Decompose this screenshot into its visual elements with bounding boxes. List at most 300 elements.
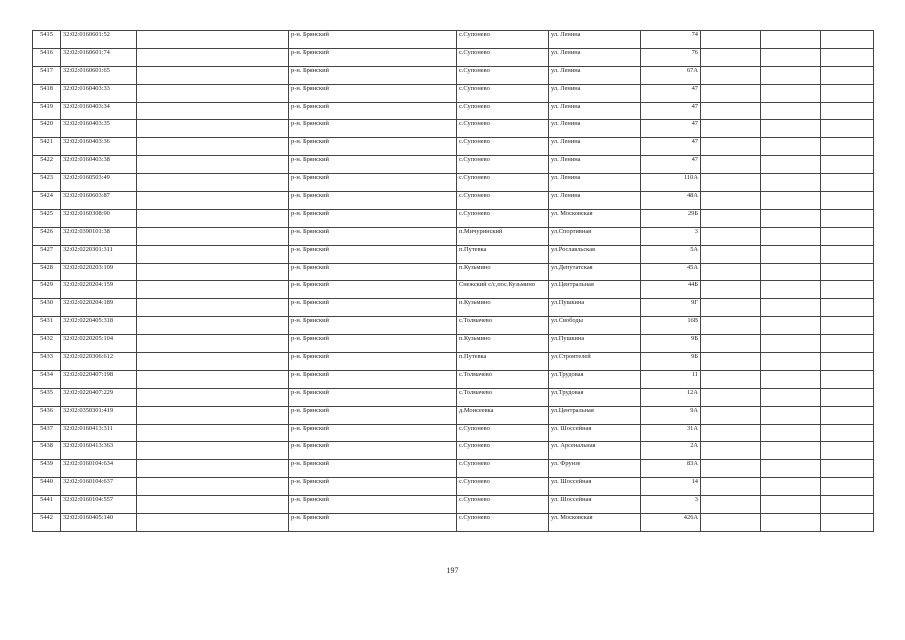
empty-cell <box>701 281 761 299</box>
district-cell: р-н. Брянский <box>289 353 457 371</box>
empty-cell <box>761 496 821 514</box>
street-cell: ул. Фрунзе <box>549 460 641 478</box>
cadastral-number-cell: 32:02:0220407:198 <box>61 370 137 388</box>
empty-cell <box>701 496 761 514</box>
empty-cell <box>821 299 874 317</box>
empty-cell <box>821 514 874 532</box>
settlement-cell: с.Супонево <box>457 496 549 514</box>
cadastral-number-cell: 32:02:0160601:74 <box>61 48 137 66</box>
settlement-cell: д.Моисеевка <box>457 406 549 424</box>
cadastral-number-cell: 32:02:0160403:34 <box>61 102 137 120</box>
house-number-cell: 47 <box>641 156 701 174</box>
district-cell: р-н. Брянский <box>289 84 457 102</box>
settlement-cell: п.Кузьмино <box>457 335 549 353</box>
table-row <box>33 174 874 192</box>
table-row <box>33 424 874 442</box>
empty-cell <box>761 370 821 388</box>
cadastral-number-cell: 32:02:0220301:311 <box>61 245 137 263</box>
house-number-cell: 48А <box>641 192 701 210</box>
house-number-cell: 14 <box>641 478 701 496</box>
district-cell: р-н. Брянский <box>289 192 457 210</box>
house-number-cell: 11 <box>641 370 701 388</box>
empty-cell <box>761 192 821 210</box>
table-row <box>33 478 874 496</box>
empty-cell <box>821 84 874 102</box>
house-number-cell: 9Б <box>641 335 701 353</box>
empty-cell <box>137 317 289 335</box>
empty-cell <box>821 263 874 281</box>
settlement-cell: п.Мичуринский <box>457 227 549 245</box>
settlement-cell: с.Супонево <box>457 84 549 102</box>
empty-cell <box>701 227 761 245</box>
cadastral-number-cell: 32:02:0160601:65 <box>61 66 137 84</box>
district-cell: р-н. Брянский <box>289 102 457 120</box>
empty-cell <box>761 48 821 66</box>
table-row <box>33 263 874 281</box>
settlement-cell: с.Супонево <box>457 460 549 478</box>
house-number-cell: 74 <box>641 31 701 49</box>
cadastral-number-cell: 32:02:0350301:419 <box>61 406 137 424</box>
street-cell: ул.Депутатская <box>549 263 641 281</box>
row-number-cell: 5425 <box>33 209 61 227</box>
empty-cell <box>821 66 874 84</box>
empty-cell <box>137 192 289 210</box>
house-number-cell: 67А <box>641 66 701 84</box>
cadastral-number-cell: 32:02:0220405:318 <box>61 317 137 335</box>
district-cell: р-н. Брянский <box>289 424 457 442</box>
table-row <box>33 209 874 227</box>
settlement-cell: с.Супонево <box>457 66 549 84</box>
empty-cell <box>701 245 761 263</box>
street-cell: ул. Арсенальная <box>549 442 641 460</box>
house-number-cell: 47 <box>641 84 701 102</box>
street-cell: ул. Шоссейная <box>549 478 641 496</box>
house-number-cell: 426А <box>641 514 701 532</box>
empty-cell <box>761 120 821 138</box>
empty-cell <box>701 138 761 156</box>
district-cell: р-н. Брянский <box>289 299 457 317</box>
empty-cell <box>137 299 289 317</box>
empty-cell <box>821 496 874 514</box>
cadastral-number-cell: 32:02:0160413:363 <box>61 442 137 460</box>
house-number-cell: 110А <box>641 174 701 192</box>
table-row <box>33 370 874 388</box>
table-row <box>33 192 874 210</box>
district-cell: р-н. Брянский <box>289 406 457 424</box>
settlement-cell: с.Супонево <box>457 31 549 49</box>
settlement-cell: с.Супонево <box>457 442 549 460</box>
street-cell: ул.Строителей <box>549 353 641 371</box>
settlement-cell: с.Толмачево <box>457 370 549 388</box>
table-row <box>33 48 874 66</box>
settlement-cell: с.Супонево <box>457 424 549 442</box>
empty-cell <box>761 138 821 156</box>
empty-cell <box>137 174 289 192</box>
empty-cell <box>821 442 874 460</box>
district-cell: р-н. Брянский <box>289 335 457 353</box>
district-cell: р-н. Брянский <box>289 156 457 174</box>
settlement-cell: п.Путевка <box>457 353 549 371</box>
table-row <box>33 138 874 156</box>
row-number-cell: 5437 <box>33 424 61 442</box>
street-cell: ул. Шоссейная <box>549 424 641 442</box>
row-number-cell: 5420 <box>33 120 61 138</box>
empty-cell <box>821 174 874 192</box>
empty-cell <box>137 460 289 478</box>
district-cell: р-н. Брянский <box>289 31 457 49</box>
table-row <box>33 66 874 84</box>
empty-cell <box>761 353 821 371</box>
empty-cell <box>761 209 821 227</box>
empty-cell <box>821 478 874 496</box>
row-number-cell: 5415 <box>33 31 61 49</box>
settlement-cell: с.Супонево <box>457 156 549 174</box>
table-row <box>33 84 874 102</box>
district-cell: р-н. Брянский <box>289 245 457 263</box>
empty-cell <box>761 245 821 263</box>
empty-cell <box>137 263 289 281</box>
empty-cell <box>137 66 289 84</box>
settlement-cell: с.Толмачево <box>457 317 549 335</box>
empty-cell <box>821 192 874 210</box>
table-row <box>33 245 874 263</box>
row-number-cell: 5423 <box>33 174 61 192</box>
empty-cell <box>761 84 821 102</box>
empty-cell <box>137 156 289 174</box>
empty-cell <box>821 102 874 120</box>
empty-cell <box>137 138 289 156</box>
street-cell: ул. Ленина <box>549 66 641 84</box>
empty-cell <box>701 388 761 406</box>
empty-cell <box>137 31 289 49</box>
empty-cell <box>701 209 761 227</box>
empty-cell <box>761 317 821 335</box>
street-cell: ул. Ленина <box>549 102 641 120</box>
house-number-cell: 16В <box>641 317 701 335</box>
district-cell: р-н. Брянский <box>289 460 457 478</box>
empty-cell <box>137 424 289 442</box>
settlement-cell: с.Толмачево <box>457 388 549 406</box>
table-row <box>33 227 874 245</box>
settlement-cell: с.Супонево <box>457 174 549 192</box>
settlement-cell: с.Супонево <box>457 478 549 496</box>
street-cell: ул. Московская <box>549 209 641 227</box>
empty-cell <box>761 227 821 245</box>
row-number-cell: 5427 <box>33 245 61 263</box>
house-number-cell: 47 <box>641 102 701 120</box>
empty-cell <box>137 245 289 263</box>
street-cell: ул. Ленина <box>549 138 641 156</box>
house-number-cell: 29Б <box>641 209 701 227</box>
row-number-cell: 5422 <box>33 156 61 174</box>
page-number: 197 <box>446 566 459 575</box>
empty-cell <box>761 174 821 192</box>
empty-cell <box>821 48 874 66</box>
street-cell: ул.Трудовая <box>549 370 641 388</box>
cadastral-number-cell: 32:02:0160603:87 <box>61 192 137 210</box>
empty-cell <box>821 138 874 156</box>
cadastral-number-cell: 32:02:0160503:49 <box>61 174 137 192</box>
row-number-cell: 5417 <box>33 66 61 84</box>
empty-cell <box>821 353 874 371</box>
empty-cell <box>821 209 874 227</box>
street-cell: ул. Ленина <box>549 156 641 174</box>
cadastral-number-cell: 32:02:0160104:634 <box>61 460 137 478</box>
table-row <box>33 156 874 174</box>
settlement-cell: с.Супонево <box>457 192 549 210</box>
empty-cell <box>701 84 761 102</box>
district-cell: р-н. Брянский <box>289 281 457 299</box>
row-number-cell: 5426 <box>33 227 61 245</box>
empty-cell <box>137 370 289 388</box>
street-cell: ул. Ленина <box>549 31 641 49</box>
empty-cell <box>701 156 761 174</box>
district-cell: р-н. Брянский <box>289 496 457 514</box>
empty-cell <box>761 514 821 532</box>
row-number-cell: 5432 <box>33 335 61 353</box>
row-number-cell: 5421 <box>33 138 61 156</box>
table-row <box>33 317 874 335</box>
empty-cell <box>761 299 821 317</box>
settlement-cell: п.Путевка <box>457 245 549 263</box>
house-number-cell: 45А <box>641 263 701 281</box>
district-cell: р-н. Брянский <box>289 263 457 281</box>
empty-cell <box>701 335 761 353</box>
empty-cell <box>701 192 761 210</box>
street-cell: ул.Центральная <box>549 281 641 299</box>
empty-cell <box>137 388 289 406</box>
settlement-cell: с.Супонево <box>457 138 549 156</box>
empty-cell <box>821 31 874 49</box>
row-number-cell: 5428 <box>33 263 61 281</box>
empty-cell <box>761 281 821 299</box>
street-cell: ул. Ленина <box>549 174 641 192</box>
row-number-cell: 5419 <box>33 102 61 120</box>
row-number-cell: 5439 <box>33 460 61 478</box>
cadastral-number-cell: 32:02:0220204:159 <box>61 281 137 299</box>
empty-cell <box>137 227 289 245</box>
empty-cell <box>761 31 821 49</box>
empty-cell <box>701 263 761 281</box>
cadastral-number-cell: 32:02:0220204:189 <box>61 299 137 317</box>
registry-table-body <box>33 31 874 532</box>
table-row <box>33 388 874 406</box>
cadastral-number-cell: 32:02:0160403:38 <box>61 156 137 174</box>
row-number-cell: 5441 <box>33 496 61 514</box>
house-number-cell: 5А <box>641 245 701 263</box>
table-row <box>33 335 874 353</box>
table-row <box>33 496 874 514</box>
empty-cell <box>821 156 874 174</box>
house-number-cell: 9Б <box>641 353 701 371</box>
row-number-cell: 5431 <box>33 317 61 335</box>
empty-cell <box>137 478 289 496</box>
settlement-cell: с.Супонево <box>457 120 549 138</box>
district-cell: р-н. Брянский <box>289 209 457 227</box>
empty-cell <box>761 460 821 478</box>
table-row <box>33 353 874 371</box>
district-cell: р-н. Брянский <box>289 138 457 156</box>
table-row <box>33 120 874 138</box>
district-cell: р-н. Брянский <box>289 66 457 84</box>
table-row <box>33 281 874 299</box>
cadastral-number-cell: 32:02:0160405:140 <box>61 514 137 532</box>
settlement-cell: п.Кузьмино <box>457 263 549 281</box>
empty-cell <box>821 370 874 388</box>
empty-cell <box>701 514 761 532</box>
empty-cell <box>701 442 761 460</box>
house-number-cell: 76 <box>641 48 701 66</box>
empty-cell <box>137 209 289 227</box>
settlement-cell: с.Супонево <box>457 209 549 227</box>
empty-cell <box>761 335 821 353</box>
empty-cell <box>701 317 761 335</box>
street-cell: ул.Свободы <box>549 317 641 335</box>
empty-cell <box>701 102 761 120</box>
empty-cell <box>761 263 821 281</box>
empty-cell <box>701 370 761 388</box>
table-row <box>33 442 874 460</box>
row-number-cell: 5436 <box>33 406 61 424</box>
table-row <box>33 406 874 424</box>
district-cell: р-н. Брянский <box>289 388 457 406</box>
row-number-cell: 5433 <box>33 353 61 371</box>
empty-cell <box>701 478 761 496</box>
empty-cell <box>701 353 761 371</box>
house-number-cell: 47 <box>641 138 701 156</box>
empty-cell <box>701 424 761 442</box>
empty-cell <box>821 120 874 138</box>
cadastral-number-cell: 32:02:0160104:557 <box>61 496 137 514</box>
street-cell: ул.Трудовая <box>549 388 641 406</box>
street-cell: ул.Спортивная <box>549 227 641 245</box>
empty-cell <box>137 353 289 371</box>
district-cell: р-н. Брянский <box>289 370 457 388</box>
empty-cell <box>761 66 821 84</box>
empty-cell <box>137 442 289 460</box>
settlement-cell: с.Супонево <box>457 48 549 66</box>
table-row <box>33 514 874 532</box>
empty-cell <box>821 227 874 245</box>
cadastral-number-cell: 32:02:0220205:104 <box>61 335 137 353</box>
row-number-cell: 5424 <box>33 192 61 210</box>
empty-cell <box>137 120 289 138</box>
house-number-cell: 47 <box>641 120 701 138</box>
empty-cell <box>137 335 289 353</box>
empty-cell <box>761 156 821 174</box>
district-cell: р-н. Брянский <box>289 514 457 532</box>
street-cell: ул. Ленина <box>549 192 641 210</box>
empty-cell <box>137 48 289 66</box>
row-number-cell: 5440 <box>33 478 61 496</box>
cadastral-number-cell: 32:02:0220407:229 <box>61 388 137 406</box>
cadastral-number-cell: 32:02:0160308:90 <box>61 209 137 227</box>
empty-cell <box>701 460 761 478</box>
empty-cell <box>761 424 821 442</box>
empty-cell <box>137 514 289 532</box>
street-cell: ул. Шоссейная <box>549 496 641 514</box>
row-number-cell: 5416 <box>33 48 61 66</box>
empty-cell <box>137 281 289 299</box>
cadastral-number-cell: 32:02:0160403:36 <box>61 138 137 156</box>
table-row <box>33 102 874 120</box>
empty-cell <box>137 406 289 424</box>
empty-cell <box>761 442 821 460</box>
settlement-cell: с.Супонево <box>457 514 549 532</box>
settlement-cell: Снежский с/с,пос.Кузьмино <box>457 281 549 299</box>
empty-cell <box>701 66 761 84</box>
cadastral-number-cell: 32:02:0160601:52 <box>61 31 137 49</box>
district-cell: р-н. Брянский <box>289 478 457 496</box>
house-number-cell: 9Г <box>641 299 701 317</box>
settlement-cell: п.Кузьмино <box>457 299 549 317</box>
empty-cell <box>701 31 761 49</box>
empty-cell <box>821 388 874 406</box>
cadastral-number-cell: 32:02:0220203:109 <box>61 263 137 281</box>
row-number-cell: 5418 <box>33 84 61 102</box>
empty-cell <box>821 460 874 478</box>
empty-cell <box>821 406 874 424</box>
empty-cell <box>821 317 874 335</box>
empty-cell <box>761 388 821 406</box>
cadastral-number-cell: 32:02:0160104:637 <box>61 478 137 496</box>
street-cell: ул. Московская <box>549 514 641 532</box>
district-cell: р-н. Брянский <box>289 317 457 335</box>
row-number-cell: 5434 <box>33 370 61 388</box>
row-number-cell: 5442 <box>33 514 61 532</box>
house-number-cell: 12А <box>641 388 701 406</box>
street-cell: ул.Пушкина <box>549 335 641 353</box>
house-number-cell: 44Б <box>641 281 701 299</box>
empty-cell <box>821 424 874 442</box>
street-cell: ул. Ленина <box>549 48 641 66</box>
empty-cell <box>761 406 821 424</box>
street-cell: ул.Пушкина <box>549 299 641 317</box>
cadastral-number-cell: 32:02:0220306:612 <box>61 353 137 371</box>
cadastral-number-cell: 32:02:0160403:33 <box>61 84 137 102</box>
settlement-cell: с.Супонево <box>457 102 549 120</box>
empty-cell <box>701 299 761 317</box>
empty-cell <box>761 102 821 120</box>
house-number-cell: 9А <box>641 406 701 424</box>
empty-cell <box>701 174 761 192</box>
district-cell: р-н. Брянский <box>289 442 457 460</box>
table-row <box>33 460 874 478</box>
house-number-cell: 2А <box>641 442 701 460</box>
empty-cell <box>821 281 874 299</box>
empty-cell <box>137 496 289 514</box>
empty-cell <box>137 102 289 120</box>
empty-cell <box>821 245 874 263</box>
district-cell: р-н. Брянский <box>289 120 457 138</box>
empty-cell <box>701 120 761 138</box>
registry-table-container <box>32 30 874 532</box>
house-number-cell: 83А <box>641 460 701 478</box>
empty-cell <box>137 84 289 102</box>
cadastral-number-cell: 32:02:0160403:35 <box>61 120 137 138</box>
district-cell: р-н. Брянский <box>289 48 457 66</box>
street-cell: ул. Ленина <box>549 84 641 102</box>
table-row <box>33 31 874 49</box>
row-number-cell: 5429 <box>33 281 61 299</box>
empty-cell <box>761 478 821 496</box>
row-number-cell: 5438 <box>33 442 61 460</box>
house-number-cell: 3 <box>641 227 701 245</box>
row-number-cell: 5435 <box>33 388 61 406</box>
street-cell: ул.Центральная <box>549 406 641 424</box>
registry-table <box>32 30 874 532</box>
empty-cell <box>701 406 761 424</box>
